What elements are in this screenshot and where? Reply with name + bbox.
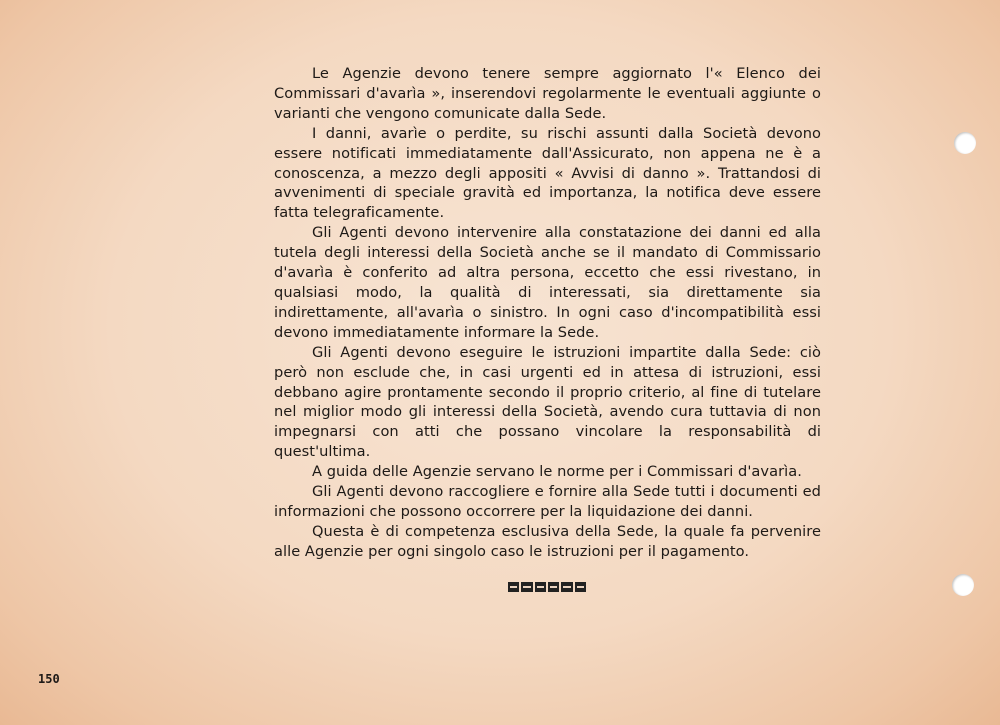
ornament-segment: [521, 582, 532, 592]
paragraph: Gli Agenti devono intervenire alla constatazione dei danni ed alla tutela degli interessi della Società anche se il mandato di Commissario d'avarìa è conferito ad altra persona, eccetto che essi rivestano, in qualsiasi modo, la qualità di interessati, sia direttamente sia indirettamente, all'avarìa o sinistro. In ogni caso d'incompatibilità essi devono immediatamente informare la Sede.: [274, 224, 821, 341]
ornament-segment: [535, 582, 546, 592]
ornament-segment: [561, 582, 572, 592]
ornament-segment: [548, 582, 559, 592]
ornament-segment: [508, 582, 519, 592]
ornament-segment: [575, 582, 586, 592]
main-text: [274, 64, 821, 562]
punch-hole: [954, 132, 976, 154]
paragraph: Le Agenzie devono tenere sempre aggiornato l'« Elenco dei Commissari d'avarìa », inserendovi regolarmente le eventuali aggiunte o varianti che vengono comunicate dalla Sede.: [274, 65, 821, 122]
paragraph: Gli Agenti devono raccogliere e fornire alla Sede tutti i documenti ed informazioni che possono occorrere per la liquidazione dei danni.: [274, 483, 821, 520]
paragraph: Gli Agenti devono eseguire le istruzioni impartite dalla Sede: ciò però non esclude che, in casi urgenti ed in attesa di istruzioni, essi debbano agire prontamente secondo il proprio criterio, al fine di tutelare nel miglior modo gli interessi della Società, avendo cura tuttavia di non impegnarsi con atti che possano vincolare la responsabilità di quest'ultima.: [274, 343, 821, 461]
decorative-divider: [508, 581, 586, 593]
paragraph: I danni, avarìe o perdite, su rischi assunti dalla Società devono essere notificati immediatamente dall'Assicurato, non appena ne è a conoscenza, a mezzo degli appositi « Avvisi di danno ». Trattandosi di avvenimenti di speciale gravità ed importanza, la notifica deve essere fatta telegraficamente.: [274, 124, 821, 222]
punch-hole: [952, 574, 974, 596]
paragraph: A guida delle Agenzie servano le norme per i Commissari d'avarìa.: [312, 463, 802, 481]
paragraph: Questa è di competenza esclusiva della Sede, la quale fa pervenire alle Agenzie per ogni singolo caso le istruzioni per il pagamento.: [274, 522, 821, 560]
page-number: 150: [38, 672, 60, 686]
